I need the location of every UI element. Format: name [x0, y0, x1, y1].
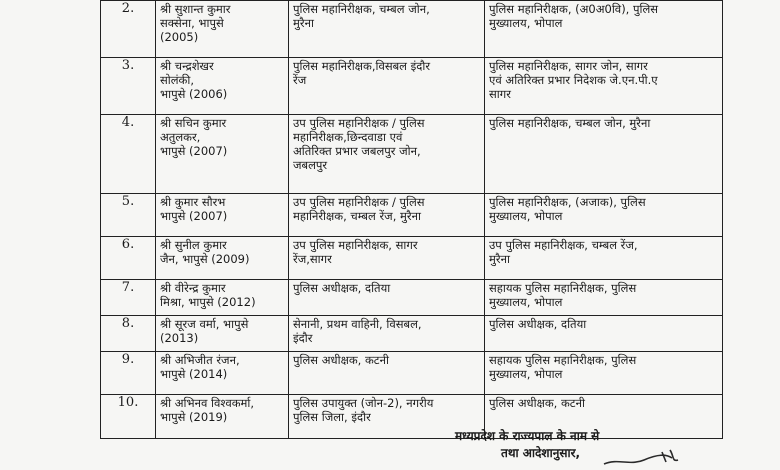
new-posting-line: सागर — [489, 87, 511, 101]
current-posting-line: इंदौर — [293, 331, 313, 345]
serial-number: 2. — [101, 1, 156, 58]
new-posting-line: पुलिस महानिरीक्षक, चम्बल जोन, मुरैना — [489, 116, 651, 130]
officer-name-line: जैन, भापुसे (2009) — [160, 252, 250, 266]
new-posting — [485, 194, 723, 237]
officer-name-line: श्री वीरेन्द्र कुमार — [160, 281, 226, 295]
new-posting — [485, 115, 723, 194]
officer-name-line: भापुसे (2019) — [160, 410, 228, 424]
officer-name-line: भापुसे (2007) — [160, 144, 228, 158]
officer-name — [156, 316, 289, 352]
officer-name-line: भापुसे (2014) — [160, 367, 228, 381]
current-posting-line: रेंज — [293, 73, 307, 87]
new-posting — [485, 280, 723, 316]
table-row — [101, 395, 723, 439]
new-posting — [485, 58, 723, 115]
serial-number: 7. — [101, 280, 156, 316]
current-posting-line: पुलिस अधीक्षक, कटनी — [293, 353, 389, 367]
officer-name-line: श्री अभिजीत रंजन, — [160, 353, 240, 367]
new-posting-line: पुलिस अधीक्षक, दतिया — [489, 317, 587, 331]
current-posting — [289, 115, 485, 194]
current-posting — [289, 1, 485, 58]
footer-line-2: तथा आदेशानुसार, — [501, 446, 581, 460]
table-row — [101, 237, 723, 280]
serial-number: 3. — [101, 58, 156, 115]
current-posting — [289, 280, 485, 316]
current-posting — [289, 237, 485, 280]
officer-name-line: श्री अभिनव विश्वकर्मा, — [160, 396, 255, 410]
officer-name — [156, 1, 289, 58]
new-posting-line: एवं अतिरिक्त प्रभार निदेशक जे.एन.पी.ए — [489, 73, 658, 87]
transfer-table-body — [101, 1, 723, 439]
current-posting-line: अतिरिक्त प्रभार जबलपुर जोन, — [293, 144, 421, 158]
signature-mark — [600, 444, 690, 470]
current-posting-line: पुलिस जिला, इंदौर — [293, 410, 371, 424]
current-posting-line: पुलिस उपायुक्त (जोन-2), नगरीय — [293, 396, 434, 410]
new-posting-line: मुख्यालय, भोपाल — [489, 209, 563, 223]
officer-name-line: सक्सेना, भापुसे — [160, 16, 224, 30]
officer-name — [156, 352, 289, 395]
serial-number: 8. — [101, 316, 156, 352]
officer-name-line: श्री सुशान्त कुमार — [160, 2, 231, 16]
table-row — [101, 1, 723, 58]
new-posting — [485, 237, 723, 280]
officer-name-line: (2013) — [160, 331, 199, 345]
current-posting-line: पुलिस महानिरीक्षक, चम्बल जोन, — [293, 2, 430, 16]
new-posting-line: पुलिस अधीक्षक, कटनी — [489, 396, 585, 410]
serial-number: 6. — [101, 237, 156, 280]
new-posting — [485, 352, 723, 395]
officer-name-line: श्री सूरज वर्मा, भापुसे — [160, 317, 249, 331]
table-row — [101, 352, 723, 395]
new-posting-line: उप पुलिस महानिरीक्षक, चम्बल रेंज, — [489, 238, 638, 252]
current-posting — [289, 316, 485, 352]
new-posting — [485, 1, 723, 58]
officer-name — [156, 280, 289, 316]
current-posting-line: उप पुलिस महानिरीक्षक / पुलिस — [293, 116, 425, 130]
new-posting-line: पुलिस महानिरीक्षक, (अजाक), पुलिस — [489, 195, 646, 209]
new-posting-line: पुलिस महानिरीक्षक, सागर जोन, सागर — [489, 59, 648, 73]
current-posting — [289, 194, 485, 237]
serial-number: 5. — [101, 194, 156, 237]
current-posting-line: उप पुलिस महानिरीक्षक, सागर — [293, 238, 418, 252]
serial-number: 4. — [101, 115, 156, 194]
current-posting-line: महानिरीक्षक, चम्बल रेंज, मुरैना — [293, 209, 421, 223]
current-posting — [289, 58, 485, 115]
officer-name-line: श्री कुमार सौरभ — [160, 195, 226, 209]
new-posting-line: मुरैना — [489, 252, 510, 266]
new-posting-line: मुख्यालय, भोपाल — [489, 295, 563, 309]
officer-name-line: भापुसे (2006) — [160, 87, 228, 101]
table-row — [101, 194, 723, 237]
current-posting — [289, 352, 485, 395]
table-row — [101, 280, 723, 316]
serial-number: 10. — [101, 395, 156, 439]
officer-name-line: (2005) — [160, 30, 199, 44]
new-posting-line: सहायक पुलिस महानिरीक्षक, पुलिस — [489, 281, 637, 295]
officer-name — [156, 395, 289, 439]
officer-name — [156, 115, 289, 194]
current-posting-line: रेंज,सागर — [293, 252, 332, 266]
table-row — [101, 115, 723, 194]
new-posting — [485, 316, 723, 352]
officer-name-line: मिश्रा, भापुसे (2012) — [160, 295, 256, 309]
table-row — [101, 316, 723, 352]
officer-name — [156, 58, 289, 115]
officer-name-line: श्री चन्द्रशेखर — [160, 59, 214, 73]
current-posting-line: सेनानी, प्रथम वाहिनी, विसबल, — [293, 317, 422, 331]
serial-number: 9. — [101, 352, 156, 395]
new-posting-line: मुख्यालय, भोपाल — [489, 16, 563, 30]
footer-line-1: मध्यप्रदेश के राज्यपाल के नाम से — [455, 429, 600, 443]
officer-name-line: सोलंकी, — [160, 73, 195, 87]
table-row — [101, 58, 723, 115]
officer-name-line: भापुसे (2007) — [160, 209, 228, 223]
order-footer — [455, 428, 599, 462]
officer-name — [156, 194, 289, 237]
new-posting-line: पुलिस महानिरीक्षक, (अ0अ0वि), पुलिस — [489, 2, 659, 16]
current-posting-line: मुरैना — [293, 16, 314, 30]
transfer-table — [100, 0, 723, 439]
officer-name-line: श्री सुनील कुमार — [160, 238, 227, 252]
new-posting-line: सहायक पुलिस महानिरीक्षक, पुलिस — [489, 353, 637, 367]
current-posting-line: जबलपुर — [293, 158, 328, 172]
officer-name-line: श्री सचिन कुमार — [160, 116, 227, 130]
current-posting-line: पुलिस अधीक्षक, दतिया — [293, 281, 391, 295]
current-posting-line: उप पुलिस महानिरीक्षक / पुलिस — [293, 195, 425, 209]
new-posting-line: मुख्यालय, भोपाल — [489, 367, 563, 381]
current-posting-line: महानिरीक्षक,छिन्दवाडा एवं — [293, 130, 403, 144]
officer-name-line: अतुलकर, — [160, 130, 201, 144]
officer-name — [156, 237, 289, 280]
current-posting-line: पुलिस महानिरीक्षक,विसबल इंदौर — [293, 59, 431, 73]
